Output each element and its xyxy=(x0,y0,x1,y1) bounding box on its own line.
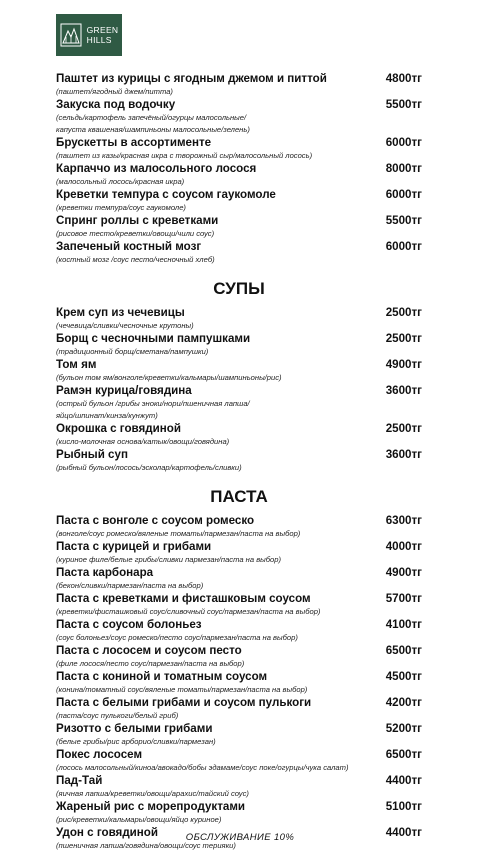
dish-name: Паста карбонара xyxy=(56,566,154,579)
dish-name: Паста с креветками и фисташковым соусом xyxy=(56,592,311,605)
menu-item xyxy=(56,566,422,580)
dish-name: Борщ с чесночными пампушками xyxy=(56,332,251,345)
logo-text xyxy=(87,25,119,45)
menu-item xyxy=(56,696,422,710)
dish-name: Закуска под водочку xyxy=(56,98,176,111)
menu-item xyxy=(56,748,422,762)
dish-price: 3600тг xyxy=(385,448,422,461)
dish-name: Паста с кониной и томатным соусом xyxy=(56,670,268,683)
dish-price: 6500тг xyxy=(385,644,422,657)
dish-price: 6300тг xyxy=(385,514,422,527)
dish-ingredients: (куриное филе/белые грибы/сливки пармезан/паста на выбор) xyxy=(56,555,281,564)
menu-item xyxy=(56,384,422,398)
dish-price: 2500тг xyxy=(385,332,422,345)
dish-ingredients: (паста/соус пулькоги/белый гриб) xyxy=(56,711,179,720)
dish-name: Удон с говядиной xyxy=(56,826,159,839)
dish-name: Покес лососем xyxy=(56,748,143,761)
dish-price: 4000тг xyxy=(385,540,422,553)
dish-ingredients: (лосось малосольный/киноа/авокадо/бобы эдамаме/соус поке/огурцы/чука салат) xyxy=(56,763,349,772)
dish-price: 4100тг xyxy=(385,618,422,631)
dish-ingredients: капуста квашеная/шампиньоны малосольные/зелень) xyxy=(56,125,250,134)
dish-ingredients: (яичная лапша/креветки/овощи/арахис/тайский соус) xyxy=(56,789,249,798)
dish-ingredients: яйцо/шпинат/кинза/кунжут) xyxy=(56,411,158,420)
menu-item xyxy=(56,514,422,528)
dish-name: Паста с соусом болоньез xyxy=(56,618,202,631)
dish-price: 4500тг xyxy=(385,670,422,683)
dish-price: 6500тг xyxy=(385,748,422,761)
dish-ingredients: (острый бульон /грибы эноки/нори/пшеничная лапша/ xyxy=(56,399,250,408)
dish-price: 5500тг xyxy=(385,214,422,227)
menu-item xyxy=(56,774,422,788)
dish-ingredients: (креветки/фисташковый соус/сливочный соус/пармезан/паста на выбор) xyxy=(56,607,321,616)
dish-ingredients: (филе лосося/песто соус/пармезан/паста на выбор) xyxy=(56,659,245,668)
dish-ingredients: (соус болоньез/соус ромеско/песто соус/пармезан/паста на выбор) xyxy=(56,633,298,642)
dish-name: Рыбный суп xyxy=(56,448,128,461)
dish-price: 4400тг xyxy=(385,774,422,787)
dish-price: 5700тг xyxy=(385,592,422,605)
menu-item xyxy=(56,800,422,814)
dish-price: 4800тг xyxy=(385,72,422,85)
menu-item xyxy=(56,72,422,86)
dish-name: Карпаччо из малосольного лосося xyxy=(56,162,257,175)
brand-logo xyxy=(56,14,122,56)
dish-price: 4900тг xyxy=(385,358,422,371)
menu-section xyxy=(56,487,422,852)
menu-item xyxy=(56,722,422,736)
dish-ingredients: (креветки темпура/соус гаукомоле) xyxy=(56,203,186,212)
dish-ingredients: (пшеничная лапша/говядина/овощи/соус терияки) xyxy=(56,841,236,850)
logo-line-2: HILLS xyxy=(86,35,112,45)
logo-line-1: GREEN xyxy=(86,25,119,35)
menu-list xyxy=(56,72,422,852)
dish-name: Паста с лососем и соусом песто xyxy=(56,644,242,657)
dish-price: 4400тг xyxy=(385,826,422,839)
menu-item xyxy=(56,358,422,372)
menu-item xyxy=(56,306,422,320)
dish-price: 3600тг xyxy=(385,384,422,397)
menu-item xyxy=(56,136,422,150)
dish-ingredients: (вонголе/соус ромеско/вяленые томаты/пармезан/паста на выбор) xyxy=(56,529,301,538)
dish-name: Рамэн курица/говядина xyxy=(56,384,192,397)
dish-ingredients: (бекон/сливки/пармезан/паста на выбор) xyxy=(56,581,204,590)
section-title: ПАСТА xyxy=(210,487,268,506)
dish-name: Паста с курицей и грибами xyxy=(56,540,212,553)
dish-name: Паштет из курицы с ягодным джемом и питтой xyxy=(56,72,327,85)
menu-item xyxy=(56,592,422,606)
dish-ingredients: (конина/томатный соус/вяленые томаты/пармезан/паста на выбор) xyxy=(56,685,308,694)
dish-ingredients: (бульон том ям/вонголе/креветки/кальмары/шампиньоны/рис) xyxy=(56,373,282,382)
menu-item xyxy=(56,448,422,462)
dish-ingredients: (рис/креветки/кальмары/овощи/яйцо куриное) xyxy=(56,815,222,824)
dish-ingredients: (паштет/ягодный джем/питта) xyxy=(56,87,173,96)
dish-price: 5200тг xyxy=(385,722,422,735)
menu-item xyxy=(56,644,422,658)
dish-price: 2500тг xyxy=(385,306,422,319)
dish-name: Окрошка с говядиной xyxy=(56,422,181,435)
menu-item xyxy=(56,670,422,684)
dish-ingredients: (традиционный борщ/сметана/пампушки) xyxy=(56,347,209,356)
menu-item xyxy=(56,188,422,202)
hills-logo-icon xyxy=(60,23,82,47)
dish-name: Запеченый костный мозг xyxy=(56,240,202,253)
dish-name: Крем суп из чечевицы xyxy=(56,306,185,319)
dish-ingredients: (чечевица/сливки/чесночные крутоны) xyxy=(56,321,194,330)
service-charge-note: ОБСЛУЖИВАНИЕ 10% xyxy=(185,832,295,843)
dish-price: 6000тг xyxy=(385,188,422,201)
menu-item xyxy=(56,540,422,554)
menu-item xyxy=(56,162,422,176)
dish-ingredients: (костный мозг /соус песто/чесночный хлеб) xyxy=(56,255,215,264)
dish-ingredients: (малосольный лосось/красная икра) xyxy=(56,177,185,186)
dish-price: 6000тг xyxy=(385,136,422,149)
menu-item xyxy=(56,618,422,632)
dish-price: 2500тг xyxy=(385,422,422,435)
dish-price: 6000тг xyxy=(385,240,422,253)
dish-price: 4200тг xyxy=(385,696,422,709)
dish-ingredients: (белые грибы/рис арборио/сливки/пармезан) xyxy=(56,737,216,746)
dish-name: Ризотто с белыми грибами xyxy=(56,722,213,735)
menu-section xyxy=(56,72,422,266)
menu-item xyxy=(56,214,422,228)
dish-name: Том ям xyxy=(56,358,97,371)
dish-price: 8000тг xyxy=(385,162,422,175)
section-title: СУПЫ xyxy=(213,279,265,298)
dish-name: Брускетты в ассортименте xyxy=(56,136,212,149)
dish-price: 5100тг xyxy=(385,800,422,813)
dish-ingredients: (кисло-молочная основа/катык/овощи/говядина) xyxy=(56,437,230,446)
dish-ingredients: (сельдь/картофель запечёный/огурцы малосольные/ xyxy=(56,113,247,122)
dish-name: Спринг роллы с креветками xyxy=(56,214,219,227)
dish-price: 4900тг xyxy=(385,566,422,579)
dish-name: Паста с вонголе с соусом ромеско xyxy=(56,514,255,527)
menu-item xyxy=(56,98,422,112)
menu-item xyxy=(56,422,422,436)
menu-section xyxy=(56,279,422,474)
dish-ingredients: (рыбный бульон/лосось/эсколар/картофель/сливки) xyxy=(56,463,242,472)
dish-ingredients: (паштет из казы/красная икра с творожный сыр/малосольный лосось) xyxy=(56,151,313,160)
dish-ingredients: (рисовое тесто/креветки/овощи/чили соус) xyxy=(56,229,215,238)
dish-name: Пад-Тай xyxy=(56,774,103,787)
menu-item xyxy=(56,332,422,346)
dish-name: Жареный рис с морепродуктами xyxy=(56,800,246,813)
menu-item xyxy=(56,240,422,254)
dish-price: 5500тг xyxy=(385,98,422,111)
dish-name: Креветки темпура с соусом гаукомоле xyxy=(56,188,276,201)
dish-name: Паста с белыми грибами и соусом пулькоги xyxy=(56,696,312,709)
